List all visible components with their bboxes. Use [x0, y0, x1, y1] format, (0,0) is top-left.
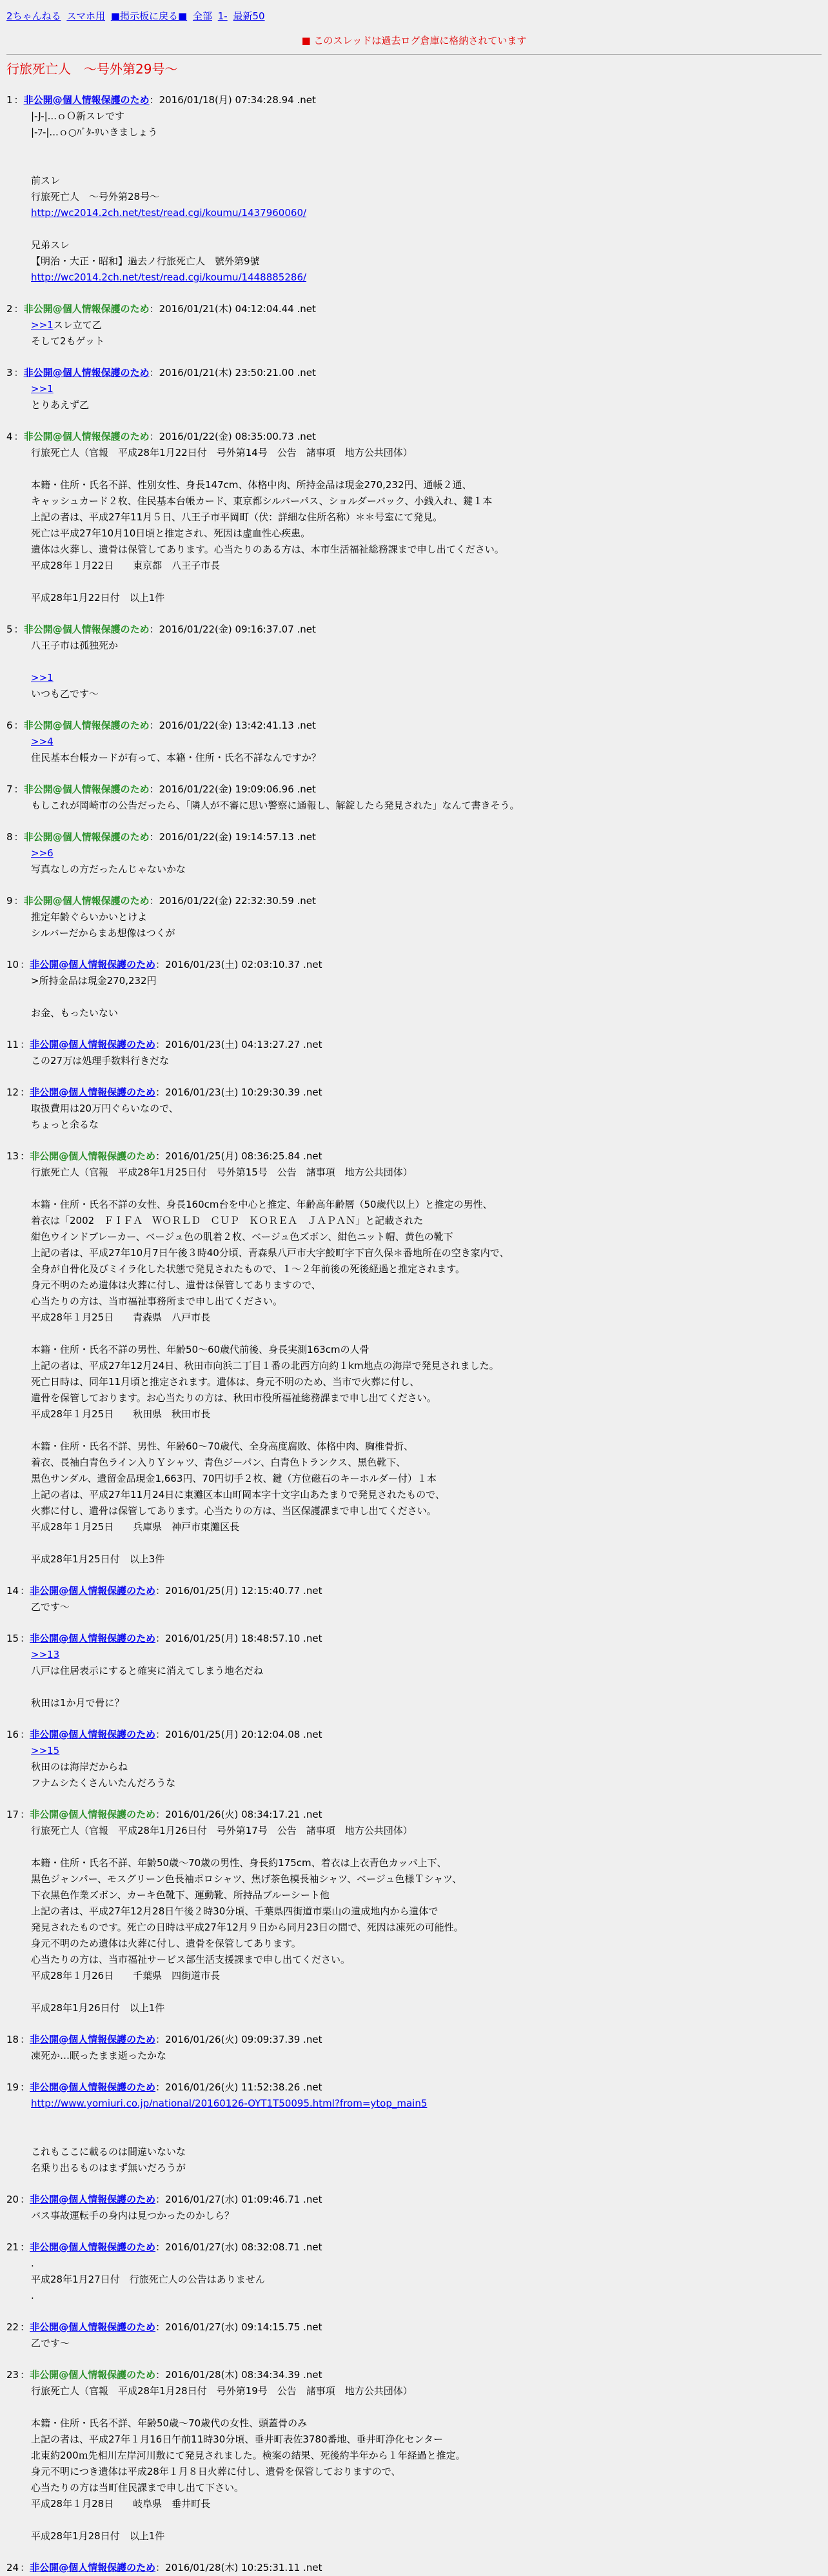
- post-line: 身元不明のため遺体は火葬に付し、遺骨は保管してありますので、: [31, 1279, 321, 1291]
- post-line: 行旅死亡人（官報 平成28年1月26日付 号外第17号 公告 諸事項 地方公共団体）: [31, 1825, 413, 1836]
- post: [6, 893, 822, 941]
- post-body: [31, 1053, 822, 1069]
- post-line: [31, 670, 822, 686]
- poster-name[interactable]: 非公開@個人情報保護のため: [30, 1039, 156, 1050]
- post-body: [31, 108, 822, 286]
- post-header: 15 ：非公開@個人情報保護のため：2016/01/25(月) 18:48:57.10 .net: [6, 1633, 322, 1644]
- post-line: [31, 2512, 822, 2528]
- post-line: 下衣黒色作業ズボン、カーキ色靴下、運動靴、所持品ブルーシート他: [31, 1889, 330, 1901]
- post-body: [31, 2383, 822, 2544]
- post-date: 2016/01/21(木) 23:50:21.00 .net: [159, 367, 316, 379]
- post-line: [31, 845, 822, 861]
- divider: [6, 54, 822, 55]
- reply-anchor-link[interactable]: >>6: [31, 847, 54, 859]
- post-line: 遺体は火葬し、遺骨は保管してあります。心当たりのある方は、本市生活福祉総務課まで申し出てください。: [31, 544, 504, 555]
- post-line: お金、もったいない: [31, 1007, 119, 1019]
- poster-name[interactable]: 非公開@個人情報保護のため: [30, 1633, 156, 1644]
- post-body: [31, 445, 822, 606]
- post-line: 心当たりの方は、当市福祉事務所まで申し出てください。: [31, 1295, 283, 1307]
- post-line: >所持金品は現金270,232円: [31, 975, 157, 987]
- post-header: 22 ：非公開@個人情報保護のため：2016/01/27(水) 09:14:15.75 .net: [6, 2321, 322, 2333]
- post-date: 2016/01/26(火) 08:34:17.21 .net: [165, 1809, 322, 1820]
- post-header: 9 ：非公開@個人情報保護のため：2016/01/22(金) 22:32:30.59 .net: [6, 895, 316, 907]
- post-line: 黒色ジャンパー、モスグリーン色長袖ポロシャツ、焦げ茶色模長袖シャツ、ベージュ色様Ｔシャツ、: [31, 1873, 462, 1885]
- post-line: 行旅死亡人（官報 平成28年1月22日付 号外第14号 公告 諸事項 地方公共団体）: [31, 447, 413, 458]
- post-line: 平成28年1月27日付 行旅死亡人の公告はありません: [31, 2274, 265, 2285]
- post-number: 7: [6, 783, 13, 795]
- post-line: 行旅死亡人（官報 平成28年1月25日付 号外第15号 公告 諸事項 地方公共団体）: [31, 1166, 413, 1178]
- post-line: 本籍・住所・氏名不詳、男性、年齢60〜70歳代、全身高度腐敗、体格中肉、胸椎骨折、: [31, 1440, 414, 1452]
- post: [6, 1037, 822, 1069]
- post-header: 1 ：非公開@個人情報保護のため：2016/01/18(月) 07:34:28.94 .net: [6, 94, 316, 106]
- poster-name[interactable]: 非公開@個人情報保護のため: [30, 2562, 156, 2573]
- post-line: 八王子市は孤独死か: [31, 640, 119, 651]
- poster-name[interactable]: 非公開@個人情報保護のため: [30, 2034, 156, 2045]
- post: [6, 2560, 822, 2576]
- post-line: [31, 2128, 822, 2144]
- post-body: [31, 1101, 822, 1133]
- post-body: [31, 1647, 822, 1711]
- post-body: [31, 1165, 822, 1568]
- post-body: [31, 1599, 822, 1615]
- post-line: 本籍・住所・氏名不詳、年齢50歳〜70歳代の女性、頭蓋骨のみ: [31, 2417, 308, 2429]
- post-line: 火葬に付し、遺骨は保管してあります。心当たりの方は、当区保護課まで申し出てください。: [31, 1505, 437, 1517]
- post-line: 兄弟スレ: [31, 239, 70, 251]
- post-line: 平成28年１月26日 千葉県 四街道市長: [31, 1970, 221, 1981]
- post-line: [31, 574, 822, 590]
- post-number: 17: [6, 1809, 19, 1820]
- poster-name[interactable]: 非公開@個人情報保護のため: [30, 2241, 156, 2253]
- post-header: 14 ：非公開@個人情報保護のため：2016/01/25(月) 12:15:40.77 .net: [6, 1585, 322, 1597]
- post-line: 発見されたものです。死亡の日時は平成27年12月９日から同月23日の間で、死因は凍死の可能性。: [31, 1922, 464, 1933]
- post: [6, 2079, 822, 2176]
- post-number: 21: [6, 2241, 19, 2253]
- poster-name[interactable]: 非公開@個人情報保護のため: [23, 94, 150, 106]
- post-line: 北東約200ｍ先相川左岸河川敷にて発見されました。検案の結果、死後約半年から１年経過と推定。: [31, 2450, 466, 2461]
- post-line: 着衣、長袖白青色ライン入りＹシャツ、青色ジーパン、白青色トランクス、黒色靴下、: [31, 1457, 406, 1468]
- post-header: 20 ：非公開@個人情報保護のため：2016/01/27(水) 01:09:46.71 .net: [6, 2194, 322, 2205]
- post-line: 平成28年1月25日付 以上3件: [31, 1553, 165, 1565]
- post-line: 紺色ウインドブレーカー、ベージュ色の肌着２枚、ベージュ色ズボン、紺色ニット帽、黄色の靴下: [31, 1231, 453, 1243]
- post-line: .: [31, 2290, 34, 2301]
- post-date: 2016/01/27(水) 09:14:15.75 .net: [165, 2321, 322, 2333]
- post-line: もしこれが岡崎市の公告だったら、「隣人が不審に思い警察に通報し、解錠したら発見された」なんて書きそう。: [31, 800, 520, 811]
- post-line: 平成28年１月22日 東京都 八王子市長: [31, 560, 221, 571]
- post-body: [31, 845, 822, 878]
- post-body: [31, 973, 822, 1021]
- post-line: バス事故運転手の身内は見つかったのかしら？: [31, 2210, 235, 2221]
- post-body: [31, 2048, 822, 2064]
- post-line: .: [31, 2257, 34, 2269]
- post-date: 2016/01/22(金) 08:35:00.73 .net: [159, 431, 316, 442]
- post: [6, 1148, 822, 1568]
- post-number: 18: [6, 2034, 19, 2045]
- post-line: [31, 1743, 822, 1759]
- post-number: 16: [6, 1729, 19, 1740]
- post-header: 24 ：非公開@個人情報保護のため：2016/01/28(木) 10:25:31.11 .net: [6, 2562, 322, 2573]
- post-line: 上記の者は、平成27年11月５日、八王子市平岡町（伏：詳細な住所名称）＊＊号室にて発見。: [31, 511, 443, 523]
- post-line: 上記の者は、平成27年１月16日午前11時30分頃、垂井町表佐3780番地、垂井町浄化センター: [31, 2433, 443, 2445]
- post-date: 2016/01/25(月) 18:48:57.10 .net: [165, 1633, 322, 1644]
- post-body: [31, 2096, 822, 2176]
- post-number: 12: [6, 1086, 19, 1098]
- post-date: 2016/01/23(土) 02:03:10.37 .net: [165, 959, 322, 970]
- post: [6, 92, 822, 286]
- post-line: 写真なしの方だったんじゃないかな: [31, 863, 186, 875]
- first-posts-link[interactable]: 1-: [217, 10, 228, 22]
- post-header: 11 ：非公開@個人情報保護のため：2016/01/23(土) 04:13:27.27 .net: [6, 1039, 322, 1050]
- url-link[interactable]: http://wc2014.2ch.net/test/read.cgi/koumu/1448885286/: [31, 271, 307, 283]
- poster-name: 非公開@個人情報保護のため: [23, 831, 150, 843]
- post-line: 着衣は「2002 ＦＩＦＡ ＷＯＲＬＤ ＣＵＰ ＫＯＲＥＡ ＪＡＰＡＮ」と記載された: [31, 1215, 424, 1226]
- post-date: 2016/01/25(月) 08:36:25.84 .net: [165, 1150, 322, 1162]
- post-line: [31, 1839, 822, 1855]
- post-line: 身元不明のため遺体は火葬に付し、遺骨を保管してあります。: [31, 1938, 301, 1949]
- smartphone-link[interactable]: スマホ用: [66, 10, 106, 22]
- post-number: 9: [6, 895, 13, 907]
- post-line: [31, 1984, 822, 2000]
- post: [6, 1727, 822, 1791]
- post-line: この27万は処理手数料行きだな: [31, 1055, 170, 1067]
- post-number: 13: [6, 1150, 19, 1162]
- post-date: 2016/01/18(月) 07:34:28.94 .net: [159, 94, 316, 106]
- post: [6, 2192, 822, 2224]
- post-date: 2016/01/22(金) 19:14:57.13 .net: [159, 831, 316, 843]
- post-line: [31, 989, 822, 1005]
- post-body: [31, 2256, 822, 2304]
- post-number: 5: [6, 624, 13, 635]
- post: [6, 2367, 822, 2544]
- post-line: [31, 157, 822, 173]
- post-line: 心当たりの方は、当市福祉サービス部生活支援課まで申し出てください。: [31, 1954, 351, 1965]
- post-line: 平成28年1月22日付 以上1件: [31, 592, 165, 604]
- reply-anchor-link[interactable]: >>15: [31, 1745, 60, 1756]
- post-body: [31, 2335, 822, 2352]
- post-line: [31, 381, 822, 397]
- post-header: 12 ：非公開@個人情報保護のため：2016/01/23(土) 10:29:30.39 .net: [6, 1086, 322, 1098]
- post-line: 身元不明につき遺体は平成28年１月８日火葬に付し、遺骨を保管しておりますので、: [31, 2466, 401, 2477]
- post-header: 10 ：非公開@個人情報保護のため：2016/01/23(土) 02:03:10.37 .net: [6, 959, 322, 970]
- post-line: >>1スレ立て乙: [31, 319, 102, 331]
- post-line: 黒色サンダル、遺留金品現金1,663円、70円切手２枚、鍵（方位磁石のキーホルダー付）１本: [31, 1473, 437, 1484]
- poster-name[interactable]: 非公開@個人情報保護のため: [30, 1585, 156, 1597]
- poster-name: 非公開@個人情報保護のため: [23, 303, 150, 315]
- post-line: [31, 461, 822, 477]
- post-date: 2016/01/28(木) 08:34:34.39 .net: [165, 2369, 322, 2381]
- post-line: [31, 1422, 822, 1439]
- post-number: 23: [6, 2369, 19, 2381]
- post-number: 22: [6, 2321, 19, 2333]
- url-link[interactable]: http://wc2014.2ch.net/test/read.cgi/koumu/1437960060/: [31, 207, 307, 219]
- poster-name: 非公開@個人情報保護のため: [23, 720, 150, 731]
- post-line: ちょっと余るな: [31, 1119, 99, 1130]
- post-body: [31, 638, 822, 702]
- post-body: [31, 909, 822, 941]
- post-line: [31, 221, 822, 237]
- post-line: 平成28年１月25日 青森県 八戸市長: [31, 1312, 211, 1323]
- post-number: 8: [6, 831, 13, 843]
- post-date: 2016/01/25(月) 12:15:40.77 .net: [165, 1585, 322, 1597]
- post-header: 19 ：非公開@個人情報保護のため：2016/01/26(火) 11:52:38.26 .net: [6, 2081, 322, 2093]
- post: [6, 718, 822, 766]
- post-line: 八戸は住居表示にすると確実に消えてしまう地名だね: [31, 1665, 264, 1676]
- post: [6, 1807, 822, 2016]
- post-body: [31, 1743, 822, 1791]
- post-list: [6, 92, 822, 2576]
- post-line: フナムシたくさんいたんだろうな: [31, 1777, 176, 1789]
- post-line: [31, 141, 822, 157]
- post-date: 2016/01/26(火) 11:52:38.26 .net: [165, 2081, 322, 2093]
- post-line: いつも乙です〜: [31, 688, 99, 700]
- post-line: 上記の者は、平成27年10月7日午後３時40分頃、青森県八戸市大字鮫町字下盲久保＊番地所在の空き家内で、: [31, 1247, 509, 1259]
- post-line: 推定年齢ぐらいかいとけよ: [31, 911, 148, 923]
- post-line: シルバーだからまあ想像はつくが: [31, 927, 175, 939]
- poster-name[interactable]: 非公開@個人情報保護のため: [30, 1086, 156, 1098]
- post-body: [31, 381, 822, 413]
- post-line: [31, 270, 822, 286]
- top-nav: [6, 9, 822, 23]
- post-line: これもここに載るのは間違いないな: [31, 2146, 186, 2158]
- post-line: 平成28年1月28日付 以上1件: [31, 2530, 165, 2542]
- post-line: [31, 1679, 822, 1695]
- post-date: 2016/01/25(月) 20:12:04.08 .net: [165, 1729, 322, 1740]
- poster-name[interactable]: 非公開@個人情報保護のため: [23, 367, 150, 379]
- post-line: [31, 2112, 822, 2128]
- post-line: [31, 2096, 822, 2112]
- poster-name[interactable]: 非公開@個人情報保護のため: [30, 1729, 156, 1740]
- post-line: 死亡は平成27年10月10日頃と推定され、死因は虚血性心疾患。: [31, 527, 311, 539]
- post-line: 秋田のは海岸だからね: [31, 1761, 128, 1773]
- post: [6, 1583, 822, 1615]
- post-line: 【明治・大正・昭和】過去ノ行旅死亡人 號外第9號: [31, 255, 260, 267]
- post-date: 2016/01/27(水) 01:09:46.71 .net: [165, 2194, 322, 2205]
- post-header: 6 ：非公開@個人情報保護のため：2016/01/22(金) 13:42:41.13 .net: [6, 720, 316, 731]
- post-number: 6: [6, 720, 13, 731]
- post-number: 1: [6, 94, 13, 106]
- post-header: 18 ：非公開@個人情報保護のため：2016/01/26(火) 09:09:37.39 .net: [6, 2034, 322, 2045]
- post-date: 2016/01/26(火) 09:09:37.39 .net: [165, 2034, 322, 2045]
- post-line: [31, 1181, 822, 1197]
- post-line: 本籍・住所・氏名不詳の男性、年齢50〜60歳代前後、身長実測163cmの人骨: [31, 1344, 370, 1355]
- post-line: 平成28年１月25日 兵庫県 神戸市東灘区長: [31, 1521, 240, 1533]
- post-number: 20: [6, 2194, 19, 2205]
- post-line: [31, 2399, 822, 2415]
- post-header: 23 ：非公開@個人情報保護のため：2016/01/28(木) 08:34:34.39 .net: [6, 2369, 322, 2381]
- post-line: 秋田は1か月で骨に？: [31, 1697, 124, 1709]
- post: [6, 622, 822, 702]
- post-line: [31, 734, 822, 750]
- archived-notice: ■ このスレッドは過去ログ倉庫に格納されています: [301, 35, 527, 46]
- board-link[interactable]: 2ちゃんねる: [6, 10, 61, 22]
- post-body: [31, 317, 822, 349]
- post: [6, 2319, 822, 2352]
- post-date: 2016/01/23(土) 04:13:27.27 .net: [165, 1039, 322, 1050]
- post-line: 本籍・住所・氏名不詳の女性、身長160cm台を中心と推定、年齢高年齢層（50歳代以上）と推定の男性、: [31, 1199, 493, 1210]
- post-header: 17 ：非公開@個人情報保護のため：2016/01/26(火) 08:34:17.21 .net: [6, 1809, 322, 1820]
- post-body: [31, 798, 822, 814]
- thread-title: 行旅死亡人 〜号外第29号〜: [6, 61, 178, 77]
- post-line: 乙です〜: [31, 2337, 70, 2349]
- post-line: 本籍・住所・氏名不詳、年齢50歳〜70歳の男性、身長約175cm、着衣は上衣青色カッパ上下、: [31, 1857, 447, 1869]
- post-line: 死亡日時は、同年11月頃と推定されます。遺体は、身元不明のため、当市で火葬に付し、: [31, 1376, 420, 1388]
- post-date: 2016/01/22(金) 09:16:37.07 .net: [159, 624, 316, 635]
- post-line: |-ﾌ-|...ｏ○ﾊﾞﾀ-ﾘいきましょう: [31, 126, 158, 138]
- post-line: 平成28年１月28日 岐阜県 垂井町長: [31, 2498, 211, 2510]
- post-line: 心当たりの方は当町住民課まで申し出て下さい。: [31, 2482, 244, 2493]
- post-line: [31, 205, 822, 221]
- post-line: とりあえず乙: [31, 399, 90, 411]
- post: [6, 1631, 822, 1711]
- post-line: |-J-|...ｏＯ新スレです: [31, 110, 124, 122]
- post-line: 名乗り出るものはまず無いだろうが: [31, 2162, 186, 2174]
- post-line: 前スレ: [31, 175, 61, 186]
- post-line: 平成28年1月26日付 以上1件: [31, 2002, 165, 2014]
- poster-name[interactable]: 非公開@個人情報保護のため: [30, 2321, 156, 2333]
- post: [6, 782, 822, 814]
- post-line: 行旅死亡人（官報 平成28年1月28日付 号外第19号 公告 諸事項 地方公共団体）: [31, 2385, 413, 2397]
- post-header: 5 ：非公開@個人情報保護のため：2016/01/22(金) 09:16:37.07 .net: [6, 624, 316, 635]
- post: [6, 829, 822, 878]
- post-header: 3 ：非公開@個人情報保護のため：2016/01/21(木) 23:50:21.00 .net: [6, 367, 316, 379]
- post-line: [31, 1326, 822, 1342]
- poster-name: 非公開@個人情報保護のため: [23, 624, 150, 635]
- post-header: 8 ：非公開@個人情報保護のため：2016/01/22(金) 19:14:57.13 .net: [6, 831, 316, 843]
- post-body: [31, 2208, 822, 2224]
- poster-name[interactable]: 非公開@個人情報保護のため: [30, 959, 156, 970]
- post-header: 2 ：非公開@個人情報保護のため：2016/01/21(木) 04:12:04.44 .net: [6, 303, 316, 315]
- poster-name[interactable]: 非公開@個人情報保護のため: [30, 2194, 156, 2205]
- reply-anchor-link[interactable]: >>1: [31, 319, 54, 331]
- post-line: 本籍・住所・氏名不詳、性別女性、身長147cm、体格中肉、所持金品は現金270,232円、通帳２通、: [31, 479, 472, 491]
- post-number: 11: [6, 1039, 19, 1050]
- post-line: [31, 1647, 822, 1663]
- post: [6, 365, 822, 413]
- reply-anchor-link[interactable]: >>1: [31, 672, 54, 683]
- post-number: 24: [6, 2562, 19, 2573]
- post: [6, 957, 822, 1021]
- post-date: 2016/01/22(金) 22:32:30.59 .net: [159, 895, 316, 907]
- post-line: 乙です〜: [31, 1601, 70, 1613]
- post-line: 凍死か…眠ったまま逝ったかな: [31, 2050, 167, 2061]
- post: [6, 301, 822, 349]
- post-header: 4 ：非公開@個人情報保護のため：2016/01/22(金) 08:35:00.73 .net: [6, 431, 316, 442]
- poster-name[interactable]: 非公開@個人情報保護のため: [30, 2081, 156, 2093]
- post-number: 19: [6, 2081, 19, 2093]
- poster-name: 非公開@個人情報保護のため: [30, 1150, 156, 1162]
- post-number: 2: [6, 303, 13, 315]
- post-line: [31, 654, 822, 670]
- poster-name: 非公開@個人情報保護のため: [23, 895, 150, 907]
- post-number: 14: [6, 1585, 19, 1597]
- post-date: 2016/01/27(水) 08:32:08.71 .net: [165, 2241, 322, 2253]
- post-header: 13 ：非公開@個人情報保護のため：2016/01/25(月) 08:36:25.84 .net: [6, 1150, 322, 1162]
- back-to-board-link[interactable]: ■掲示板に戻る■: [110, 10, 188, 22]
- post-date: 2016/01/23(土) 10:29:30.39 .net: [165, 1086, 322, 1098]
- post-header: 7 ：非公開@個人情報保護のため：2016/01/22(金) 19:09:06.96 .net: [6, 783, 316, 795]
- post: [6, 2239, 822, 2304]
- post-line: 遺骨を保管しております。お心当たりの方は、秋田市役所福祉総務課まで申し出てください。: [31, 1392, 437, 1404]
- post-number: 15: [6, 1633, 19, 1644]
- post-line: 上記の者は、平成27年12月24日、秋田市向浜二丁目１番の北西方向約１km地点の海岸で発見されました。: [31, 1360, 499, 1372]
- reply-anchor-link[interactable]: >>4: [31, 736, 54, 747]
- poster-name: 非公開@個人情報保護のため: [23, 783, 150, 795]
- post: [6, 2032, 822, 2064]
- post-date: 2016/01/22(金) 13:42:41.13 .net: [159, 720, 316, 731]
- post-body: [31, 734, 822, 766]
- post-date: 2016/01/28(木) 10:25:31.11 .net: [165, 2562, 322, 2573]
- post-line: 全身が自骨化及びミイラ化した状態で発見されたもので、１〜２年前後の死後経過と推定されます。: [31, 1263, 466, 1275]
- post-line: 住民基本台帳カードが有って、本籍・住所・氏名不詳なんですか？: [31, 752, 321, 763]
- post: [6, 1085, 822, 1133]
- reply-anchor-link[interactable]: >>13: [31, 1649, 60, 1660]
- post-number: 10: [6, 959, 19, 970]
- post-body: [31, 1823, 822, 2016]
- post-line: 上記の者は、平成27年11月24日に東灘区本山町岡本字十文字山あたまりで発見されたもので、: [31, 1489, 445, 1500]
- post-line: 行旅死亡人 〜号外第28号〜: [31, 191, 160, 202]
- url-link[interactable]: http://www.yomiuri.co.jp/national/20160126-OYT1T50095.html?from=ytop_main5: [31, 2098, 428, 2109]
- post-line: キャッシュカード２枚、住民基本台帳カード、東京都シルバーパス、ショルダーバック、小銭入れ、鍵１本: [31, 495, 493, 507]
- poster-name: 非公開@個人情報保護のため: [23, 431, 150, 442]
- poster-name: 非公開@個人情報保護のため: [30, 2369, 156, 2381]
- post-line: [31, 1535, 822, 1551]
- post: [6, 429, 822, 606]
- all-posts-link[interactable]: 全部: [192, 10, 212, 22]
- post-date: 2016/01/22(金) 19:09:06.96 .net: [159, 783, 316, 795]
- post-line: そして2もゲット: [31, 335, 104, 347]
- post-header: 21 ：非公開@個人情報保護のため：2016/01/27(水) 08:32:08.71 .net: [6, 2241, 322, 2253]
- post-line: 平成28年１月25日 秋田県 秋田市長: [31, 1408, 211, 1420]
- post-line: 取扱費用は20万円ぐらいなので、: [31, 1103, 179, 1114]
- reply-anchor-link[interactable]: >>1: [31, 383, 54, 395]
- post-number: 4: [6, 431, 13, 442]
- post-number: 3: [6, 367, 13, 379]
- poster-name: 非公開@個人情報保護のため: [30, 1809, 156, 1820]
- latest-50-link[interactable]: 最新50: [233, 10, 265, 22]
- post-line: 上記の者は、平成27年12月28日午後２時30分頃、千葉県四街道市栗山の遺成地内から遺体で: [31, 1905, 439, 1917]
- post-header: 16 ：非公開@個人情報保護のため：2016/01/25(月) 20:12:04.08 .net: [6, 1729, 322, 1740]
- post-date: 2016/01/21(木) 04:12:04.44 .net: [159, 303, 316, 315]
